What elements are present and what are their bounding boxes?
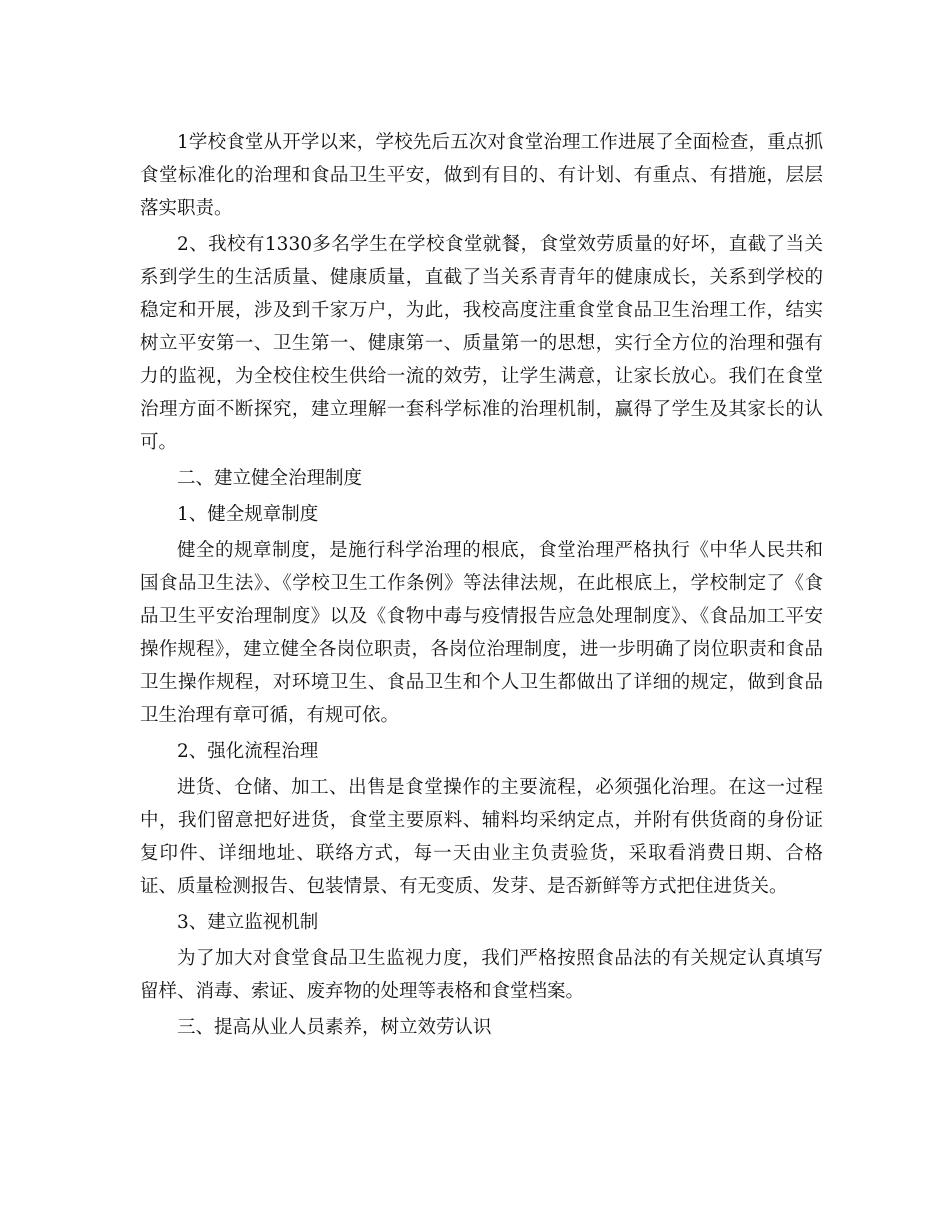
subsection-heading-2: 2、强化流程治理 [177, 741, 319, 762]
section-heading-3: 三、提高从业人员素养，树立效劳认识 [177, 1017, 492, 1038]
document-body [140, 126, 823, 1047]
section-heading-2: 二、建立健全治理制度 [177, 468, 363, 489]
paragraph-1: 1学校食堂从开学以来，学校先后五次对食堂治理工作进展了全面检查，重点抓食堂标准化的治理和食品卫生平安，做到有目的、有计划、有重点、有措施，层层落实职责。 [140, 132, 823, 219]
subsection-heading-1: 1、健全规章制度 [177, 504, 319, 525]
paragraph-3: 健全的规章制度，是施行科学治理的根底，食堂治理严格执行《中华人民共和国食品卫生法》、《学校卫生工作条例》等法律法规，在此根底上，学校制定了《食品卫生平安治理制度》以及《食物中毒与疫情报告应急处理制度》、《食品加工平安操作规程》，建立健全各岗位职责，各岗位治理制度，进一步明确了岗位职责和食品卫生操作规程，对环境卫生、食品卫生和个人卫生都做出了详细的规定，做到食品卫生治理有章可循，有规可依。 [140, 540, 823, 726]
paragraph-5: 为了加大对食堂食品卫生监视力度，我们严格按照食品法的有关规定认真填写留样、消毒、索证、废弃物的处理等表格和食堂档案。 [140, 948, 823, 1002]
paragraph-2: 2、我校有1330多名学生在学校食堂就餐，食堂效劳质量的好坏，直截了当关系到学生的生活质量、健康质量，直截了当关系青青年的健康成长，关系到学校的稳定和开展，涉及到千家万户，为此，我校高度注重食堂食品卫生治理工作，结实树立平安第一、卫生第一、健康第一、质量第一的思想，实行全方位的治理和强有力的监视，为全校住校生供给一流的效劳，让学生满意，让家长放心。我们在食堂治理方面不断探究，建立理解一套科学标准的治理机制，赢得了学生及其家长的认可。 [140, 234, 823, 453]
subsection-heading-3: 3、建立监视机制 [177, 912, 319, 933]
paragraph-4: 进货、仓储、加工、出售是食堂操作的主要流程，必须强化治理。在这一过程中，我们留意把好进货，食堂主要原料、辅料均采纳定点，并附有供货商的身份证复印件、详细地址、联络方式，每一天由业主负责验货，采取看消费日期、合格证、质量检测报告、包装情景、有无变质、发芽、是否新鲜等方式把住进货关。 [140, 777, 823, 897]
